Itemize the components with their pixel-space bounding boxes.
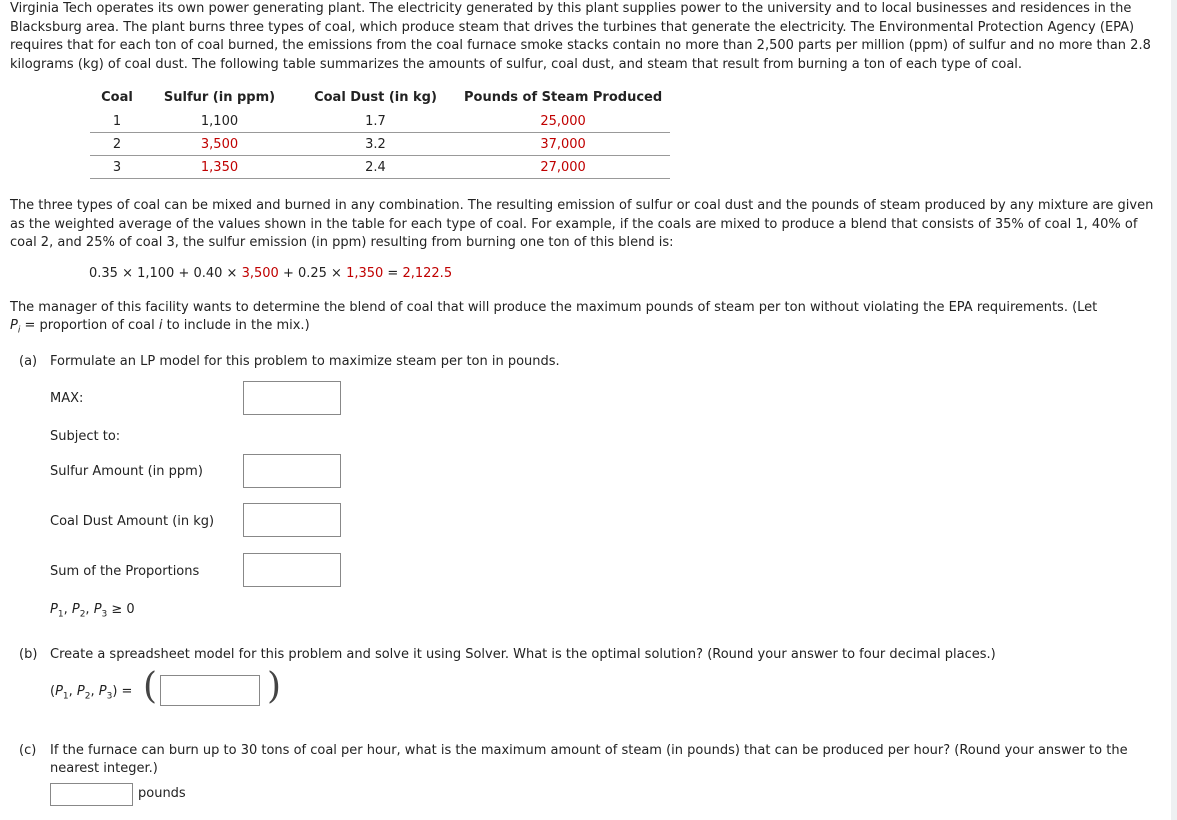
cell-sulfur: 3,500 <box>144 133 295 156</box>
table-row <box>90 133 670 156</box>
equation-part: 0.35 × 1,100 + 0.40 × <box>89 266 242 281</box>
part-c-question-line1: If the furnace can burn up to 30 tons of coal per hour, what is the maximum amount of steam (in pounds) that can be produced per hour? (Round your answer to the <box>50 743 1128 758</box>
cell-coal: 2 <box>90 133 144 156</box>
manager-text-line2 <box>10 318 310 336</box>
scrollbar-track[interactable] <box>1171 0 1177 820</box>
pounds-unit: pounds <box>138 786 186 801</box>
equation-value: 3,500 <box>241 266 279 281</box>
cell-sulfur: 1,100 <box>144 110 295 133</box>
steam-per-hour-input[interactable] <box>50 783 133 806</box>
dust-constraint-input[interactable] <box>243 503 341 537</box>
part-a-label: (a) <box>19 354 38 369</box>
part-c-label: (c) <box>19 743 37 758</box>
text-fragment: = proportion of coal <box>20 318 159 333</box>
solution-input[interactable] <box>160 675 260 706</box>
cell-steam: 27,000 <box>456 156 670 179</box>
cell-coal: 1 <box>90 110 144 133</box>
solution-tuple-label: ($P_1$, $P_2$, $P_3$) = <box>50 684 133 702</box>
cell-steam: 25,000 <box>456 110 670 133</box>
left-paren: ( <box>143 666 158 707</box>
part-b-label: (b) <box>19 647 38 662</box>
header-steam: Pounds of Steam Produced <box>464 89 663 105</box>
example-equation <box>89 266 452 281</box>
equation-part: + 0.25 × <box>278 266 347 281</box>
sum-constraint-input[interactable] <box>243 553 341 587</box>
cell-dust: 1.7 <box>295 110 456 133</box>
text-fragment: to include in the mix.) <box>162 318 310 333</box>
italic-i: i <box>158 318 163 333</box>
header-coal: Coal <box>101 89 133 105</box>
table-row <box>90 110 670 133</box>
sulfur-constraint-label: Sulfur Amount (in ppm) <box>50 464 203 479</box>
right-paren: ) <box>267 666 282 707</box>
max-label: MAX: <box>50 391 84 406</box>
subscript-i: i <box>17 325 21 336</box>
cell-dust: 2.4 <box>295 156 456 179</box>
table-header-row <box>90 88 670 110</box>
nonnegativity-constraint: $P_1$, $P_2$, $P_3 \ge 0$ <box>50 602 135 620</box>
cell-dust: 3.2 <box>295 133 456 156</box>
sum-constraint-label: Sum of the Proportions <box>50 564 200 579</box>
equation-result: 2,122.5 <box>402 266 453 281</box>
part-c-question-line2: nearest integer.) <box>50 761 158 776</box>
manager-text-line1: The manager of this facility wants to determine the blend of coal that will produce the maximum pounds of steam per ton without violating the EPA requirements. (Let <box>10 300 1098 315</box>
p-symbol: P <box>10 318 18 333</box>
equation-part: = <box>383 266 403 281</box>
part-a-question: Formulate an LP model for this problem to maximize steam per ton in pounds. <box>50 354 560 369</box>
dust-constraint-label: Coal Dust Amount (in kg) <box>50 514 215 529</box>
header-sulfur: Sulfur (in ppm) <box>163 89 276 105</box>
header-coal-dust: Coal Dust (in kg) <box>314 89 437 105</box>
coal-table <box>90 88 670 179</box>
intro-paragraph: Virginia Tech operates its own power generating plant. The electricity generated by this plant supplies power to the university and to local businesses and residences in the Blacksburg area. The plant burns three types of coal, which produce steam that drives the turbines that generate the electricity. The Environmental Protection Agency (EPA) requires that for each ton of coal burned, the emissions from the coal furnace smoke stacks contain no more than 2,500 parts per million (ppm) of sulfur and no more than 2.8 kilograms (kg) of coal dust. The following table summarizes the amounts of sulfur, coal dust, and steam that result from burning a ton of each type of coal. <box>10 1 1151 72</box>
equation-value: 1,350 <box>346 266 384 281</box>
part-b-question: Create a spreadsheet model for this problem and solve it using Solver. What is the optimal solution? (Round your answer to four decimal places.) <box>50 647 996 662</box>
sulfur-constraint-input[interactable] <box>243 454 341 488</box>
cell-sulfur: 1,350 <box>144 156 295 179</box>
nonneg-sign: ≥ 0 <box>111 602 135 617</box>
subject-to-label: Subject to: <box>50 429 121 444</box>
blend-paragraph: The three types of coal can be mixed and burned in any combination. The resulting emission of sulfur or coal dust and the pounds of steam produced by any mixture are given as the weighted average of the values shown in the table for each type of coal. For example, if the coals are mixed to produce a blend that consists of 35% of coal 1, 40% of coal 2, and 25% of coal 3, the sulfur emission (in ppm) resulting from burning one ton of this blend is: <box>10 198 1154 250</box>
cell-coal: 3 <box>90 156 144 179</box>
objective-input[interactable] <box>243 381 341 415</box>
table-row <box>90 156 670 179</box>
cell-steam: 37,000 <box>456 133 670 156</box>
